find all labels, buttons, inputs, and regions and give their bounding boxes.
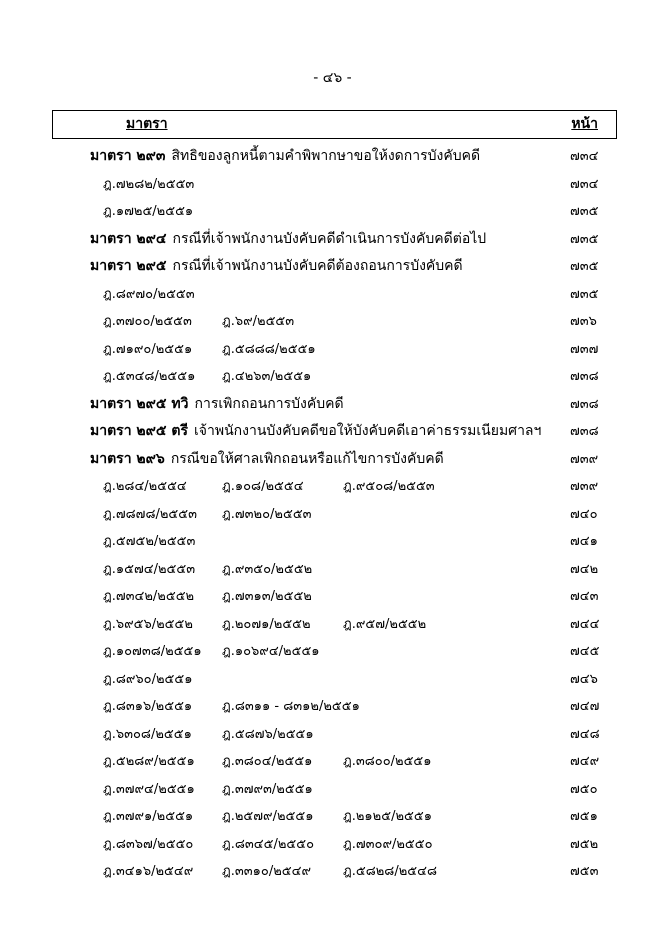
case-row	[0, 171, 665, 199]
page-ref: ๗๔๐	[570, 506, 598, 522]
case-row	[0, 556, 665, 584]
index-list	[0, 143, 665, 886]
case-citation: ฎ.๕๘๒๘/๒๕๔๘	[343, 864, 437, 879]
case-citation: ฎ.๘๓๔๕/๒๕๕๐	[222, 836, 315, 852]
case-citation: ฎ.๙๓๕๐/๒๕๕๒	[222, 561, 313, 577]
page-ref: ๗๕๑	[570, 809, 598, 824]
section-row	[0, 391, 665, 419]
case-row	[0, 308, 665, 336]
section-number: มาตรา ๒๙๕ ทวิ	[90, 395, 189, 412]
case-citation: ฎ.๗๓๔๒/๒๕๕๒	[103, 589, 195, 604]
case-row	[0, 198, 665, 226]
case-citation: ฎ.๘๙๗๐/๒๕๕๓	[103, 286, 195, 302]
section-title: กรณีที่เจ้าพนักงานบังคับคดีต้องถอนการบังคับคดี	[172, 258, 463, 274]
case-citation: ฎ.๗๑๙๐/๒๕๕๑	[103, 341, 193, 357]
case-citation: ฎ.๓๓๑๐/๒๕๔๙	[222, 864, 311, 879]
case-row	[0, 666, 665, 694]
case-citation: ฎ.๑๗๒๕/๒๕๕๑	[103, 204, 194, 219]
case-row	[0, 501, 665, 529]
case-citation: ฎ.๑๐๗๓๘/๒๕๕๑	[103, 644, 202, 659]
case-citation: ฎ.๘๓๑๑ - ๘๓๑๒/๒๕๕๑	[222, 699, 360, 714]
page-ref: ๗๓๙	[570, 479, 599, 494]
case-row	[0, 281, 665, 309]
case-citation: ฎ.๙๕๗/๒๕๕๒	[343, 616, 427, 632]
case-row	[0, 721, 665, 749]
section-number: มาตรา ๒๙๖	[90, 450, 165, 467]
section-entry	[90, 226, 486, 254]
page-column-header: หน้า	[571, 116, 598, 132]
page-ref: ๗๕๐	[570, 781, 598, 797]
case-citation: ฎ.๓๗๙๑/๒๕๕๑	[103, 809, 194, 824]
case-citation: ฎ.๑๐๖๙๔/๒๕๕๑	[222, 644, 320, 659]
case-citation: ฎ.๕๒๘๙/๒๕๕๑	[103, 754, 195, 769]
case-citation: ฎ.๘๓๑๖/๒๕๕๑	[103, 699, 193, 714]
section-number: มาตรา ๒๙๕	[90, 258, 167, 274]
section-entry	[90, 253, 463, 281]
case-citation: ฎ.๓๗๐๐/๒๕๕๓	[103, 314, 192, 329]
section-entry	[90, 391, 344, 419]
case-citation: ฎ.๔๒๖๓/๒๕๕๑	[222, 369, 312, 384]
page-ref: ๗๓๘	[570, 369, 599, 384]
page-ref: ๗๔๔	[570, 616, 600, 632]
case-citation: ฎ.๓๗๙๔/๒๕๕๑	[103, 781, 195, 797]
page-ref: ๗๔๙	[570, 754, 600, 769]
case-row	[0, 831, 665, 859]
page-ref: ๗๔๘	[570, 726, 600, 742]
case-row	[0, 473, 665, 501]
page-ref: ๗๓๔	[570, 149, 599, 164]
case-citation: ฎ.๒๑๒๕/๒๕๕๑	[343, 809, 432, 824]
page-ref: ๗๕๓	[570, 864, 599, 879]
page-ref: ๗๔๒	[570, 561, 599, 577]
case-citation: ฎ.๓๔๑๖/๒๕๔๙	[103, 864, 194, 879]
case-row	[0, 803, 665, 831]
page-ref: ๗๓๕	[570, 231, 599, 247]
case-citation: ฎ.๕๘๘๘/๒๕๕๑	[222, 341, 316, 357]
case-citation: ฎ.๓๗๙๓/๒๕๕๑	[222, 781, 313, 797]
case-citation: ฎ.๗๓๐๙/๒๕๕๐	[343, 836, 433, 852]
case-row	[0, 748, 665, 776]
page-number: - ๔๖ -	[313, 70, 352, 86]
case-row	[0, 858, 665, 886]
section-title: การเพิกถอนการบังคับคดี	[194, 395, 344, 412]
page-ref: ๗๔๕	[570, 644, 600, 659]
page-ref: ๗๓๙	[570, 451, 599, 467]
case-citation: ฎ.๗๘๗๘/๒๕๕๓	[103, 506, 197, 522]
case-row	[0, 583, 665, 611]
case-citation: ฎ.๒๐๗๑/๒๕๕๒	[222, 616, 311, 632]
case-citation: ฎ.๙๕๐๘/๒๕๕๓	[343, 479, 435, 494]
case-citation: ฎ.๗๒๘๒/๒๕๕๓	[103, 176, 195, 192]
case-citation: ฎ.๓๘๐๔/๒๕๕๑	[222, 754, 313, 769]
section-row	[0, 418, 665, 446]
case-citation: ฎ.๖๓๐๘/๒๕๕๑	[103, 726, 192, 742]
section-column-header: มาตรา	[126, 116, 168, 132]
page-ref: ๗๓๕	[570, 204, 599, 219]
case-citation: ฎ.๒๕๗๙/๒๕๕๑	[222, 809, 314, 824]
case-citation: ฎ.๘๓๖๗/๒๕๕๐	[103, 836, 194, 852]
case-citation: ฎ.๕๗๕๒/๒๕๕๓	[103, 534, 196, 549]
case-citation: ฎ.๗๓๒๐/๒๕๕๓	[222, 506, 312, 522]
case-row	[0, 611, 665, 639]
section-title: เจ้าพนักงานบังคับคดีขอให้บังคับคดีเอาค่าธรรมเนียมศาลฯ	[194, 423, 542, 439]
page-ref: ๗๕๒	[570, 836, 599, 852]
page-ref: ๗๓๘	[570, 396, 599, 412]
case-row	[0, 363, 665, 391]
case-citation: ฎ.๘๙๖๐/๒๕๕๑	[103, 671, 193, 687]
case-row	[0, 336, 665, 364]
case-citation: ฎ.๕๘๗๖/๒๕๕๑	[222, 726, 314, 742]
case-row	[0, 693, 665, 721]
page-ref: ๗๓๗	[570, 341, 599, 357]
section-row	[0, 253, 665, 281]
page-ref: ๗๔๓	[570, 589, 599, 604]
section-number: มาตรา ๒๙๓	[90, 148, 166, 164]
section-title: กรณีที่เจ้าพนักงานบังคับคดีดำเนินการบังคับคดีต่อไป	[172, 230, 487, 247]
case-citation: ฎ.๖๙๕๖/๒๕๕๒	[103, 616, 193, 632]
section-entry	[90, 143, 480, 171]
case-citation: ฎ.๖๙/๒๕๕๓	[222, 314, 295, 329]
case-citation: ฎ.๓๘๐๐/๒๕๕๑	[343, 754, 432, 769]
section-row	[0, 446, 665, 474]
section-title: กรณีขอให้ศาลเพิกถอนหรือแก้ไขการบังคับคดี	[170, 450, 444, 467]
case-citation: ฎ.๗๓๑๓/๒๕๕๒	[222, 589, 312, 604]
page-ref: ๗๓๔	[570, 176, 599, 192]
page-ref: ๗๔๖	[570, 671, 598, 687]
case-citation: ฎ.๑๐๘/๒๕๕๔	[222, 479, 304, 494]
case-citation: ฎ.๒๘๔/๒๕๕๔	[103, 479, 187, 494]
section-title: สิทธิของลูกหนี้ตามคำพิพากษาขอให้งดการบังคับคดี	[171, 148, 481, 164]
page-ref: ๗๓๘	[570, 424, 599, 439]
page-ref: ๗๔๗	[570, 699, 600, 714]
section-entry	[90, 418, 541, 446]
case-citation: ฎ.๑๕๗๔/๒๕๕๓	[103, 561, 196, 577]
page-ref: ๗๓๕	[570, 286, 599, 302]
section-entry	[90, 446, 444, 474]
case-row	[0, 528, 665, 556]
page-ref: ๗๔๑	[570, 534, 598, 549]
section-row	[0, 143, 665, 171]
case-row	[0, 776, 665, 804]
index-header	[52, 110, 617, 139]
section-number: มาตรา ๒๙๕ ตรี	[90, 423, 188, 439]
case-citation: ฎ.๕๓๔๘/๒๕๕๑	[103, 369, 196, 384]
section-number: มาตรา ๒๙๔	[90, 230, 167, 247]
page-ref: ๗๓๖	[570, 314, 597, 329]
case-row	[0, 638, 665, 666]
page-ref: ๗๓๕	[570, 259, 599, 274]
section-row	[0, 226, 665, 254]
